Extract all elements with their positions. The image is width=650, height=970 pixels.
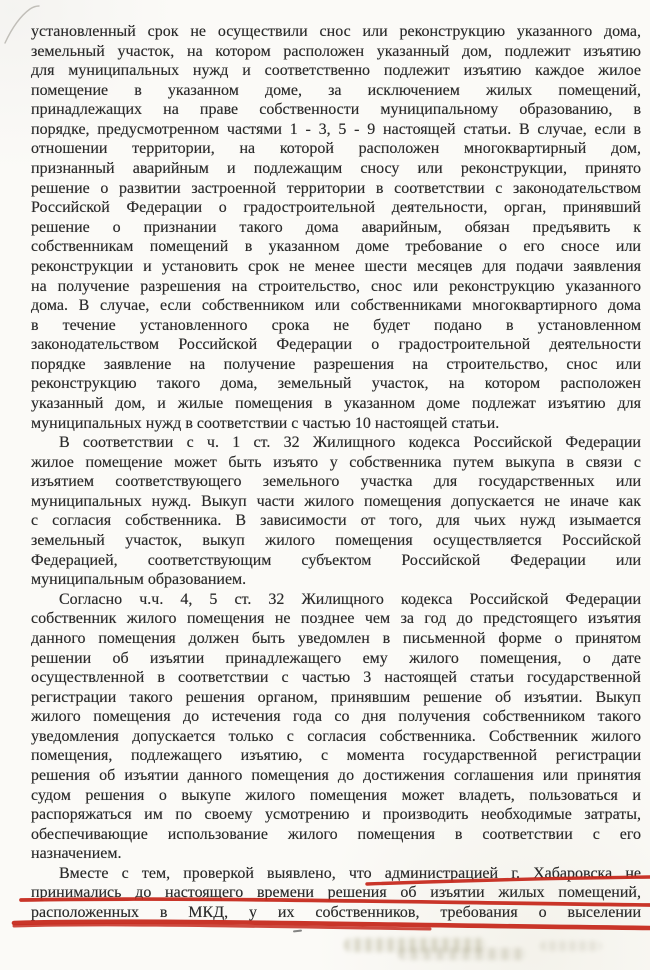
text-line: данного помещения должен быть уведомлен в письменной форме о принятом (31, 629, 641, 647)
text-line: принимались до настоящего времени решения об изъятии жилых помещений, (31, 884, 641, 902)
text-line: изъятием соответствующего земельного участка для государственных или (31, 473, 641, 491)
text-line: судом решения о выкупе жилого помещения может владеть, пользоваться и (31, 786, 641, 804)
text-line: муниципальных нужд. Выкуп части жилого помещения допускается не иначе как (31, 492, 641, 510)
text-line: собственник жилого помещения не позднее чем за год до предстоящего изъятия (31, 610, 641, 628)
red-underline-line-3 (14, 922, 650, 928)
text-line: Российской Федерации о градостроительной деятельности, орган, принявший (31, 199, 641, 217)
text-line: с согласия собственника. В зависимости от того, для чьих нужд изымается (31, 512, 641, 530)
red-underline-line-3-second-stroke (14, 925, 430, 929)
text-line: уведомления допускается только с согласия собственника. Собственник жилого (31, 727, 641, 745)
text-line: жилое помещение может быть изъято у собственника путем выкупа в связи с (31, 453, 641, 471)
text-line: на получение разрешения на строительство, снос или реконструкцию указанного (31, 277, 641, 295)
bleed-through-artifact (398, 948, 526, 960)
text-line: отношении территории, на которой расположен многоквартирный дом, (31, 140, 641, 158)
text-line: расположенных в МКД, у их собственников, требования о выселении (31, 904, 641, 922)
text-line: муниципальным образованием. (31, 571, 247, 589)
text-line: Вместе с тем, проверкой выявлено, что администрацией г. Хабаровска не (59, 864, 641, 882)
text-line: в течение установленного срока не будет подано в установленном (31, 316, 641, 334)
text-line: осуществленной в соответствии с частью 3 настоящей статьи государственной (31, 669, 641, 687)
text-line: признанный аварийным и подлежащим сносу или реконструкции, принято (31, 160, 641, 178)
stray-dash-artifact (293, 930, 302, 933)
text-line: установленный срок не осуществили снос или реконструкцию указанного дома, (31, 23, 641, 40)
text-line: для муниципальных нужд и соответственно подлежит изъятию каждое жилое (31, 62, 641, 80)
text-line: решения об изъятии данного помещения до достижения соглашения или принятия (31, 766, 641, 784)
text-line: решении об изъятии принадлежащего ему жилого помещения, о дате (31, 649, 641, 667)
text-line: обеспечивающие использование жилого помещения в соответствии с его (31, 825, 641, 843)
text-line: регистрации такого решения органом, принявшим решение об изъятии. Выкуп (31, 688, 641, 706)
bleed-through-artifact (540, 941, 602, 951)
text-line: порядке заявление на получение разрешения на строительство, снос или (31, 355, 641, 373)
text-line: порядке, предусмотренном частями 1 - 3, 5 - 9 настоящей статьи. В случае, если в (31, 120, 641, 138)
text-line: дома. В случае, если собственником или собственниками многоквартирного дома (31, 297, 641, 315)
text-line: решение о признании такого дома аварийным, обязан предъявить к (31, 218, 641, 236)
text-line: решение о развитии застроенной территории в соответствии с законодательством (31, 179, 641, 197)
document-text (31, 22, 641, 923)
text-line: жилого помещения до истечения года со дня получения собственником такого (31, 708, 641, 726)
text-line: Федерацией, соответствующим субъектом Российской Федерации или (31, 551, 641, 569)
text-line: помещения, подлежащего изъятию, с момента государственной регистрации (31, 747, 641, 765)
text-line: назначением. (31, 845, 122, 863)
text-line: собственникам помещений в указанном доме требование о его сносе или (31, 238, 641, 256)
text-line: принадлежащих на праве собственности муниципальному образованию, в (31, 101, 641, 119)
text-line: Согласно ч.ч. 4, 5 ст. 32 Жилищного кодекса Российской Федерации (59, 590, 641, 608)
text-line: В соответствии с ч. 1 ст. 32 Жилищного кодекса Российской Федерации (59, 434, 641, 452)
text-line: земельный участок, выкуп жилого помещения осуществляется Российской (31, 532, 641, 550)
text-line: законодательством Российской Федерации о градостроительной деятельности (31, 336, 641, 354)
text-line: реконструкцию такого дома, земельный участок, на котором расположен (31, 375, 641, 393)
text-line: помещение в указанном доме, за исключением жилых помещений, (31, 81, 641, 99)
text-line: земельный участок, на котором расположен указанный дом, подлежит изъятию (31, 42, 641, 60)
text-line: указанный дом, и жилые помещения в указанном доме подлежат изъятию для (31, 394, 641, 412)
text-line: реконструкции и установить срок не менее шести месяцев для подачи заявления (31, 257, 641, 275)
text-line: муниципальных нужд в соответствии с частью 10 настоящей статьи. (31, 414, 500, 432)
text-line: распоряжаться им по своему усмотрению и производить необходимые затраты, (31, 806, 641, 824)
